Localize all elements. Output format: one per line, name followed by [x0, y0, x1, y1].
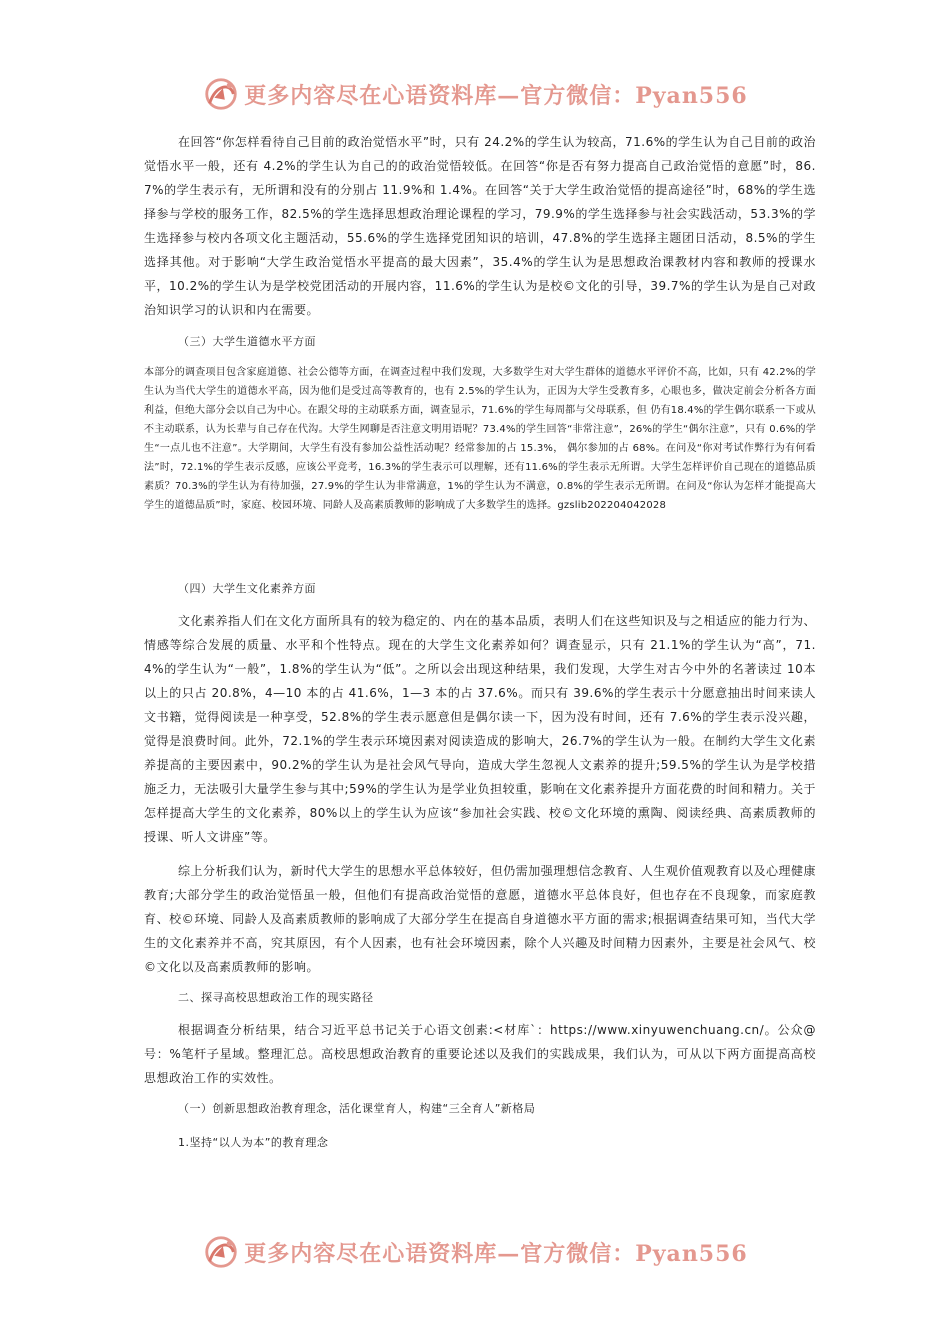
paragraph-political-awareness: 在回答“你怎样看待自己目前的政治觉悟水平”时，只有 24.2%的学生认为较高，71.6%的学生认为自己目前的政治觉悟水平一般，还有 4.2%的学生认为自己的的政治觉悟较低。在回答“你是否有努力提高自己政治觉悟的意愿”时，86.7%的学生表示有，无所谓和没有的分别占 11.9%和 1.4%。在回答“关于大学生政治觉悟的提高途径”时，68%的学生选择参与学校的服务工作，82.5%的学生选择思想政治理论课程的学习，79.9%的学生选择参与社会实践活动，53.3%的学生选择参与校内各项文化主题活动，55.6%的学生选择党团知识的培训，47.8%的学生选择主题团日活动，8.5%的学生选择其他。对于影响“大学生政治觉悟水平提高的最大因素”，35.4%的学生认为是思想政治课教材内容和教师的授课水平，10.2%的学生认为是学校党团活动的开展内容，11.6%的学生认为是校©文化的引导，39.7%的学生认为是自己对政治知识学习的认识和内在需要。: [144, 135, 816, 317]
footer-watermark: [0, 1230, 950, 1274]
paragraph-summary: 综上分析我们认为，新时代大学生的思想水平总体较好，但仍需加强理想信念教育、人生观价值观教育以及心理健康教育;大部分学生的政治觉悟虽一般，但他们有提高政治觉悟的意愿，道德水平总体良好，但也存在不良现象，而家庭教育、校©环境、同龄人及高素质教师的影响成了大部分学生在提高自身道德水平方面的需求;根据调查结果可知，当代大学生的文化素养并不高，究其原因，有个人因素，也有社会环境因素，除个人兴趣及时间精力因素外，主要是社会风气、校©文化以及高素质教师的影响。: [144, 864, 816, 974]
watermark-text: 更多内容尽在心语资料库—官方微信：Pyan556: [244, 1240, 748, 1267]
watermark-text: 更多内容尽在心语资料库—官方微信：Pyan556: [244, 82, 748, 109]
paragraph-moral-level: 本部分的调查项目包含家庭道德、社会公德等方面，在调查过程中我们发现，大多数学生对大学生群体的道德水平评价不高，比如，只有 42.2%的学生认为当代大学生的道德水平高，因为他们是受过高等教育的，也有 2.5%的学生认为，正因为大学生受教育多，心眼也多，做决定前会分析各方面利益，但绝大部分会以自己为中心。在跟父母的主动联系方面，调查显示，71.6%的学生每周都与父母联系，但 仍有18.4%的学生偶尔联系一下或从不主动联系，认为长辈与自己存在代沟。大学生网聊是否注意文明用语呢？73.4%的学生回答“非常注意”，26%的学生“偶尔注意”，只有 0.6%的学生“一点儿也不注意”。大学期间，大学生有没有参加公益性活动呢？经常参加的占 15.3%， 偶尔参加的占 68%。在问及“你对考试作弊行为有何看法”时，72.1%的学生表示反感，应该公平竞考，16.3%的学生表示可以理解，还有11.6%的学生表示无所谓。大学生怎样评价自己现在的道德品质素质？70.3%的学生认为有待加强，27.9%的学生认为非常满意，1%的学生认为不满意，0.8%的学生表示无所谓。在问及“你认为怎样才能提高大学生的道德品质”时，家庭、校园环境、同龄人及高素质教师的影响成了大多数学生的选择。gzslib202204042028: [144, 367, 816, 511]
paragraph-cultural-literacy: 文化素养指人们在文化方面所具有的较为稳定的、内在的基本品质，表明人们在这些知识及与之相适应的能力行为、情感等综合发展的质量、水平和个性特点。现在的大学生文化素养如何？调查显示，只有 21.1%的学生认为“高”，71.4%的学生认为“一般”，1.8%的学生认为“低”。之所以会出现这种结果，我们发现，大学生对古今中外的名著读过 10本以上的只占 20.8%，4—10 本的占 41.6%，1—3 本的占 37.6%。而只有 39.6%的学生表示十分愿意抽出时间来读人文书籍，觉得阅读是一种享受，52.8%的学生表示愿意但是偶尔读一下，因为没有时间，还有 7.6%的学生表示没兴趣，觉得是浪费时间。此外，72.1%的学生表示环境因素对阅读造成的影响大，26.7%的学生认为一般。在制约大学生文化素养提高的主要因素中，90.2%的学生认为是社会风气导向，造成大学生忽视人文素养的提升;59.5%的学生认为是学校措施乏力，无法吸引大量学生参与其中;59%的学生认为是学业负担较重，影响在文化素养提升方面花费的时间和精力。关于怎样提高大学生的文化素养，80%以上的学生认为应该“参加社会实践、校©文化环境的熏陶、阅读经典、高素质教师的授课、听人文讲座”等。: [144, 614, 816, 844]
red-swirl-logo-icon: [202, 75, 240, 113]
item-heading-people-oriented: 1.坚持“以人为本”的教育理念: [178, 1136, 329, 1149]
red-swirl-logo-icon: [202, 1233, 240, 1271]
section-heading-cultural-literacy: （四）大学生文化素养方面: [178, 582, 316, 595]
paragraph-analysis-result: 根据调查分析结果，结合习近平总书记关于心语文创素:<材库`：https://www.xinyuwenchuang.cn/。公众@号：%笔杆子星域。整理汇总。高校思想政治教育的重要论述以及我们的实践成果，我们认为，可从以下两方面提高高校思想政治工作的实效性。: [144, 1023, 816, 1085]
header-watermark: [0, 72, 950, 116]
section-heading-moral-level: （三）大学生道德水平方面: [178, 335, 316, 348]
subsection-heading-innovation: （一）创新思想政治教育理念，活化课堂育人，构建“三全育人”新格局: [178, 1102, 536, 1115]
section-heading-practical-path: 二、探寻高校思想政治工作的现实路径: [178, 991, 374, 1004]
